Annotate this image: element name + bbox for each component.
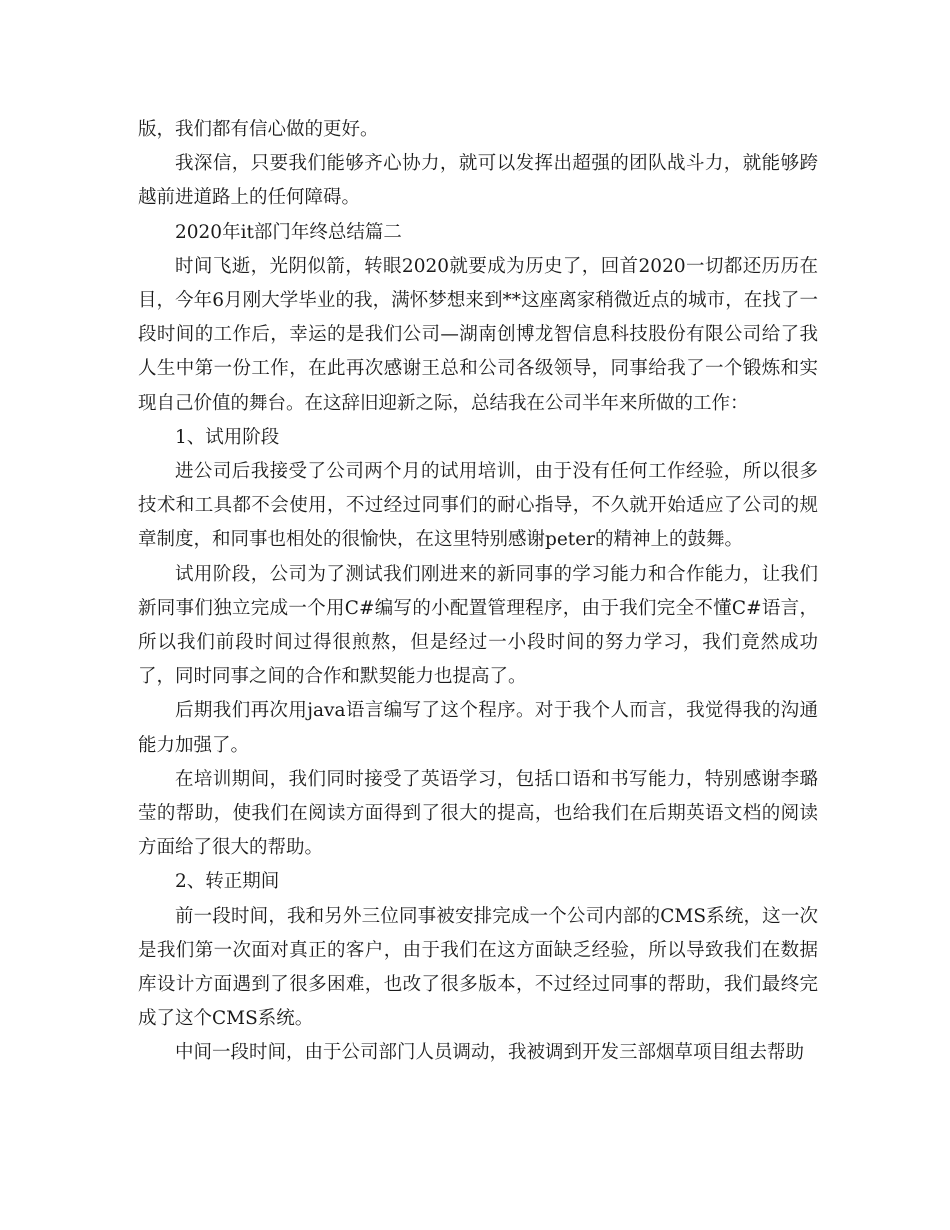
- paragraph: 在培训期间，我们同时接受了英语学习，包括口语和书写能力，特别感谢李璐莹的帮助，使我们在阅读方面得到了很大的提高，也给我们在后期英语文档的阅读方面给了很大的帮助。: [138, 768, 818, 859]
- paragraph: 2020年it部门年终总结篇二: [175, 221, 402, 243]
- paragraph: 时间飞逝，光阴似箭，转眼2020就要成为历史了，回首2020一切都还历历在目，今年6月刚大学毕业的我，满怀梦想来到**这座离家稍微近点的城市，在找了一段时间的工作后，幸运的是我们公司—湖南创博龙智信息科技股份有限公司给了我人生中第一份工作，在此再次感谢王总和公司各级领导，同事给我了一个锻炼和实现自己价值的舞台。在这辞旧迎新之际，总结我在公司半年来所做的工作：: [138, 255, 818, 414]
- paragraph: 2、转正期间: [175, 871, 280, 893]
- paragraph: 版，我们都有信心做的更好。: [138, 119, 379, 140]
- document-body: [138, 113, 818, 1071]
- paragraph: 前一段时间，我和另外三位同事被安排完成一个公司内部的CMS系统，这一次是我们第一次面对真正的客户，由于我们在这方面缺乏经验，所以导致我们在数据库设计方面遇到了很多困难，也改了很多版本，不过经过同事的帮助，我们最终完成了这个CMS系统。: [138, 905, 818, 1030]
- paragraph: 中间一段时间，由于公司部门人员调动，我被调到开发三部烟草项目组去帮助: [175, 1042, 805, 1064]
- paragraph: 1、试用阶段: [175, 426, 280, 448]
- paragraph: 我深信，只要我们能够齐心协力，就可以发挥出超强的团队战斗力，就能够跨越前进道路上的任何障碍。: [138, 153, 818, 209]
- paragraph: 试用阶段，公司为了测试我们刚进来的新同事的学习能力和合作能力，让我们新同事们独立完成一个用C#编写的小配置管理程序，由于我们完全不懂C#语言，所以我们前段时间过得很煎熬，但是经过一小段时间的努力学习，我们竟然成功了，同时同事之间的合作和默契能力也提高了。: [138, 563, 818, 688]
- paragraph: 进公司后我接受了公司两个月的试用培训，由于没有任何工作经验，所以很多技术和工具都不会使用，不过经过同事们的耐心指导，不久就开始适应了公司的规章制度，和同事也相处的很愉快，在这里特别感谢peter的精神上的鼓舞。: [138, 461, 818, 551]
- paragraph: 后期我们再次用java语言编写了这个程序。对于我个人而言，我觉得我的沟通能力加强了。: [138, 700, 818, 756]
